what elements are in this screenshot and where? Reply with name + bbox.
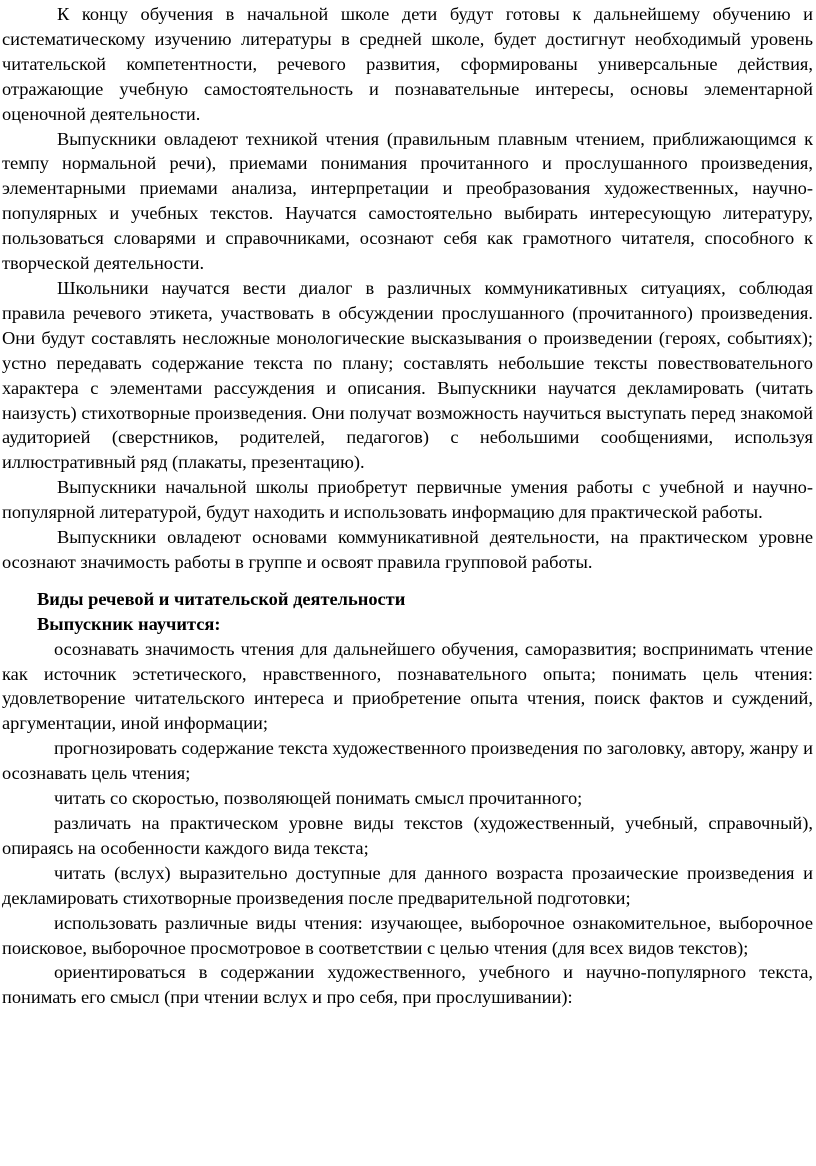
list-item: использовать различные виды чтения: изучающее, выборочное ознакомительное, выборочное поисковое, выборочное просмотровое в соответствии с целью чтения (для всех видов текстов); — [2, 912, 813, 958]
list-item: различать на практическом уровне виды текстов (художественный, учебный, справочный), опираясь на особенности каждого вида текста; — [2, 813, 813, 858]
list-item: осознавать значимость чтения для дальнейшего обучения, саморазвития; воспринимать чтение как источник эстетического, нравственного, познавательного опыта; понимать цель чтения: удовлетворение читательского интереса и приобретение опыта чтения, поиск фактов и суждений, аргументации, иной информации; — [2, 638, 813, 734]
intro-section — [2, 2, 813, 575]
section-subtitle: Выпускник научится: — [37, 613, 221, 634]
list-item: читать со скоростью, позволяющей понимать смысл прочитанного; — [54, 788, 583, 809]
list-item: прогнозировать содержание текста художественного произведения по заголовку, автору, жанру и осознавать цель чтения; — [2, 738, 813, 784]
intro-paragraph: Выпускники начальной школы приобретут первичные умения работы с учебной и научно-популярной литературой, будут находить и использовать информацию для практической работы. — [2, 477, 813, 523]
reading-activities-section — [2, 587, 813, 1010]
intro-paragraph: Выпускники овладеют техникой чтения (правильным плавным чтением, приближающимся к темпу нормальной речи), приемами понимания прочитанного и прослушанного произведения, элементарными приемами анализа, интерпретации и преобразования художественных, научно-популярных и учебных текстов. Научатся самостоятельно выбирать интересующую литературу, пользоваться словарями и справочниками, осознают себя как грамотного читателя, способного к творческой деятельности. — [2, 128, 813, 274]
intro-paragraph: Выпускники овладеют основами коммуникативной деятельности, на практическом уровне осознают значимость работы в группе и освоят правила групповой работы. — [2, 527, 813, 572]
list-item: ориентироваться в содержании художественного, учебного и научно-популярного текста, понимать его смысл (при чтении вслух и про себя, при прослушивании): — [2, 962, 813, 1008]
outcomes-list — [2, 637, 813, 1011]
list-item: читать (вслух) выразительно доступные для данного возраста прозаические произведения и декламировать стихотворные произведения после предварительной подготовки; — [2, 862, 813, 908]
intro-paragraph: К концу обучения в начальной школе дети будут готовы к дальнейшему обучению и систематическому изучению литературы в средней школе, будет достигнут необходимый уровень читательской компетентности, речевого развития, сформированы универсальные действия, отражающие учебную самостоятельность и познавательные интересы, основы элементарной оценочной деятельности. — [2, 4, 813, 124]
section-title: Виды речевой и читательской деятельности — [37, 588, 406, 609]
intro-paragraph: Школьники научатся вести диалог в различных коммуникативных ситуациях, соблюдая правила речевого этикета, участвовать в обсуждении прослушанного (прочитанного) произведения. Они будут составлять несложные монологические высказывания о произведении (героях, событиях); устно передавать содержание текста по плану; составлять небольшие тексты повествовательного характера с элементами рассуждения и описания. Выпускники научатся декламировать (читать наизусть) стихотворные произведения. Они получат возможность научиться выступать перед знакомой аудиторией (сверстников, родителей, педагогов) с небольшими сообщениями, используя иллюстративный ряд (плакаты, презентацию). — [2, 277, 813, 473]
